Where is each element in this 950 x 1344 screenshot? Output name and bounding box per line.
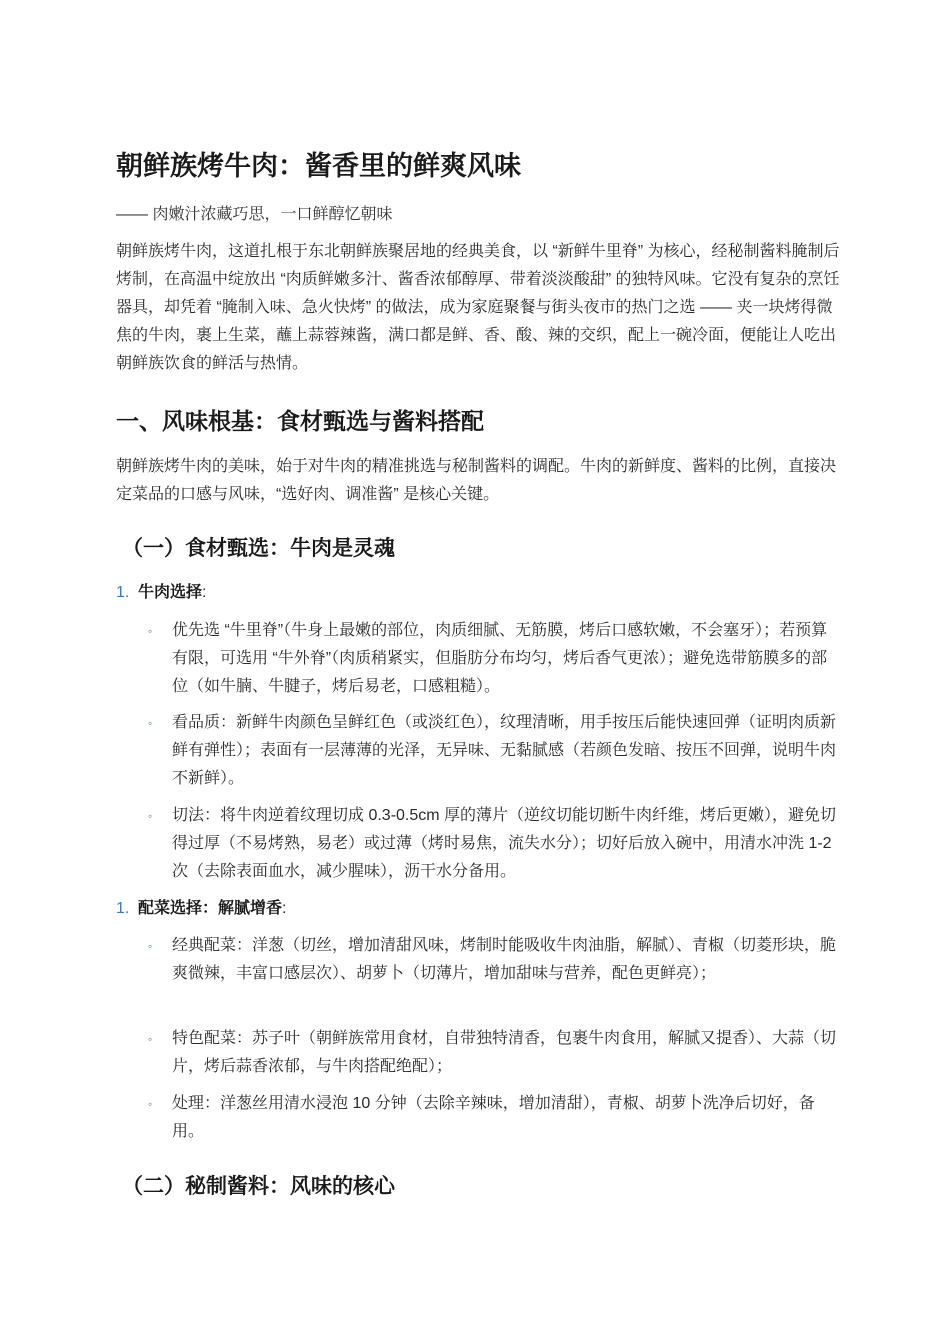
bullet-text: 处理：洋葱丝用清水浸泡 10 分钟（去除辛辣味，增加清甜），青椒、胡萝卜洗净后切好，备用。 (172, 1095, 815, 1140)
bullet-circle-icon: ◦ (148, 809, 153, 823)
bullet-circle-icon: ◦ (148, 716, 153, 730)
bullet-circle-icon: ◦ (148, 624, 153, 638)
bullet-item (148, 709, 838, 793)
intro-paragraph: 朝鲜族烤牛肉，这道扎根于东北朝鲜族聚居地的经典美食，以 “新鲜牛里脊” 为核心，经秘制酱料腌制后烤制，在高温中绽放出 “肉质鲜嫩多汁、酱香浓郁醇厚、带着淡淡酸甜” 的独特风味。它没有复杂的烹饪器具，却凭着 “腌制入味、急火快烤” 的做法，成为家庭聚餐与街头夜市的热门之选 —— 夹一块烤得微焦的牛肉，裹上生菜，蘸上蒜蓉辣酱，满口都是鲜、香、酸、辣的交织，配上一碗冷面，便能让人吃出朝鲜族饮食的鲜活与热情。 (116, 243, 840, 372)
section-paragraph: 朝鲜族烤牛肉的美味，始于对牛肉的精准挑选与秘制酱料的调配。牛肉的新鲜度、酱料的比例，直接决定菜品的口感与风味，“选好肉、调准酱” 是核心关键。 (116, 458, 837, 503)
list-item-suffix: : (202, 584, 207, 601)
list-item-side-dishes (116, 896, 286, 922)
bullet-item (148, 617, 838, 701)
subsection-heading-ingredients: （一）食材甄选：牛肉是灵魂 (122, 537, 395, 560)
list-item-label: 配菜选择：解腻增香 (138, 900, 283, 917)
bullet-item (148, 1090, 838, 1146)
list-number: 1. (116, 584, 130, 601)
subtitle: —— 肉嫩汁浓藏巧思，一口鲜醇忆朝味 (116, 206, 393, 223)
bullet-text: 切法：将牛肉逆着纹理切成 0.3-0.5cm 厚的薄片（逆纹切能切断牛肉纤维，烤后更嫩），避免切得过厚（不易烤熟，易老）或过薄（烤时易焦，流失水分）；切好后放入碗中，用清水冲洗 1-2 次（去除表面血水，减少腥味），沥干水分备用。 (172, 807, 837, 880)
subsection-heading-sauce: （二）秘制酱料：风味的核心 (122, 1175, 395, 1198)
list-number: 1. (116, 900, 130, 917)
list-item-suffix: : (282, 900, 287, 917)
page-title: 朝鲜族烤牛肉：酱香里的鲜爽风味 (116, 151, 521, 181)
list-item-label: 牛肉选择 (138, 584, 203, 601)
bullet-circle-icon: ◦ (148, 1032, 153, 1046)
bullet-circle-icon: ◦ (148, 939, 153, 953)
list-item-beef-selection (116, 580, 206, 606)
bullet-item (148, 802, 838, 886)
bullet-item (148, 932, 838, 988)
bullet-text: 优先选 “牛里脊”（牛身上最嫩的部位，肉质细腻、无筋膜，烤后口感软嫩，不会塞牙）；若预算有限，可选用 “牛外脊”（肉质稍紧实，但脂肪分布均匀，烤后香气更浓）；避免选带筋膜多的部位（如牛腩、牛腱子，烤后易老，口感粗糙）。 (172, 622, 828, 695)
section-heading-flavor-foundation: 一、风味根基：食材甄选与酱料搭配 (116, 408, 484, 434)
bullet-text: 看品质：新鲜牛肉颜色呈鲜红色（或淡红色），纹理清晰，用手按压后能快速回弹（证明肉质新鲜有弹性）；表面有一层薄薄的光泽，无异味、无黏腻感（若颜色发暗、按压不回弹，说明牛肉不新鲜）。 (172, 714, 837, 787)
bullet-item (148, 1025, 838, 1081)
bullet-circle-icon: ◦ (148, 1097, 153, 1111)
bullet-text: 经典配菜：洋葱（切丝，增加清甜风味，烤制时能吸收牛肉油脂，解腻）、青椒（切菱形块，脆爽微辣，丰富口感层次）、胡萝卜（切薄片，增加甜味与营养，配色更鲜亮）； (172, 937, 837, 982)
bullet-text: 特色配菜：苏子叶（朝鲜族常用食材，自带独特清香，包裹牛肉食用，解腻又提香）、大蒜（切片，烤后蒜香浓郁，与牛肉搭配绝配）； (172, 1030, 837, 1075)
